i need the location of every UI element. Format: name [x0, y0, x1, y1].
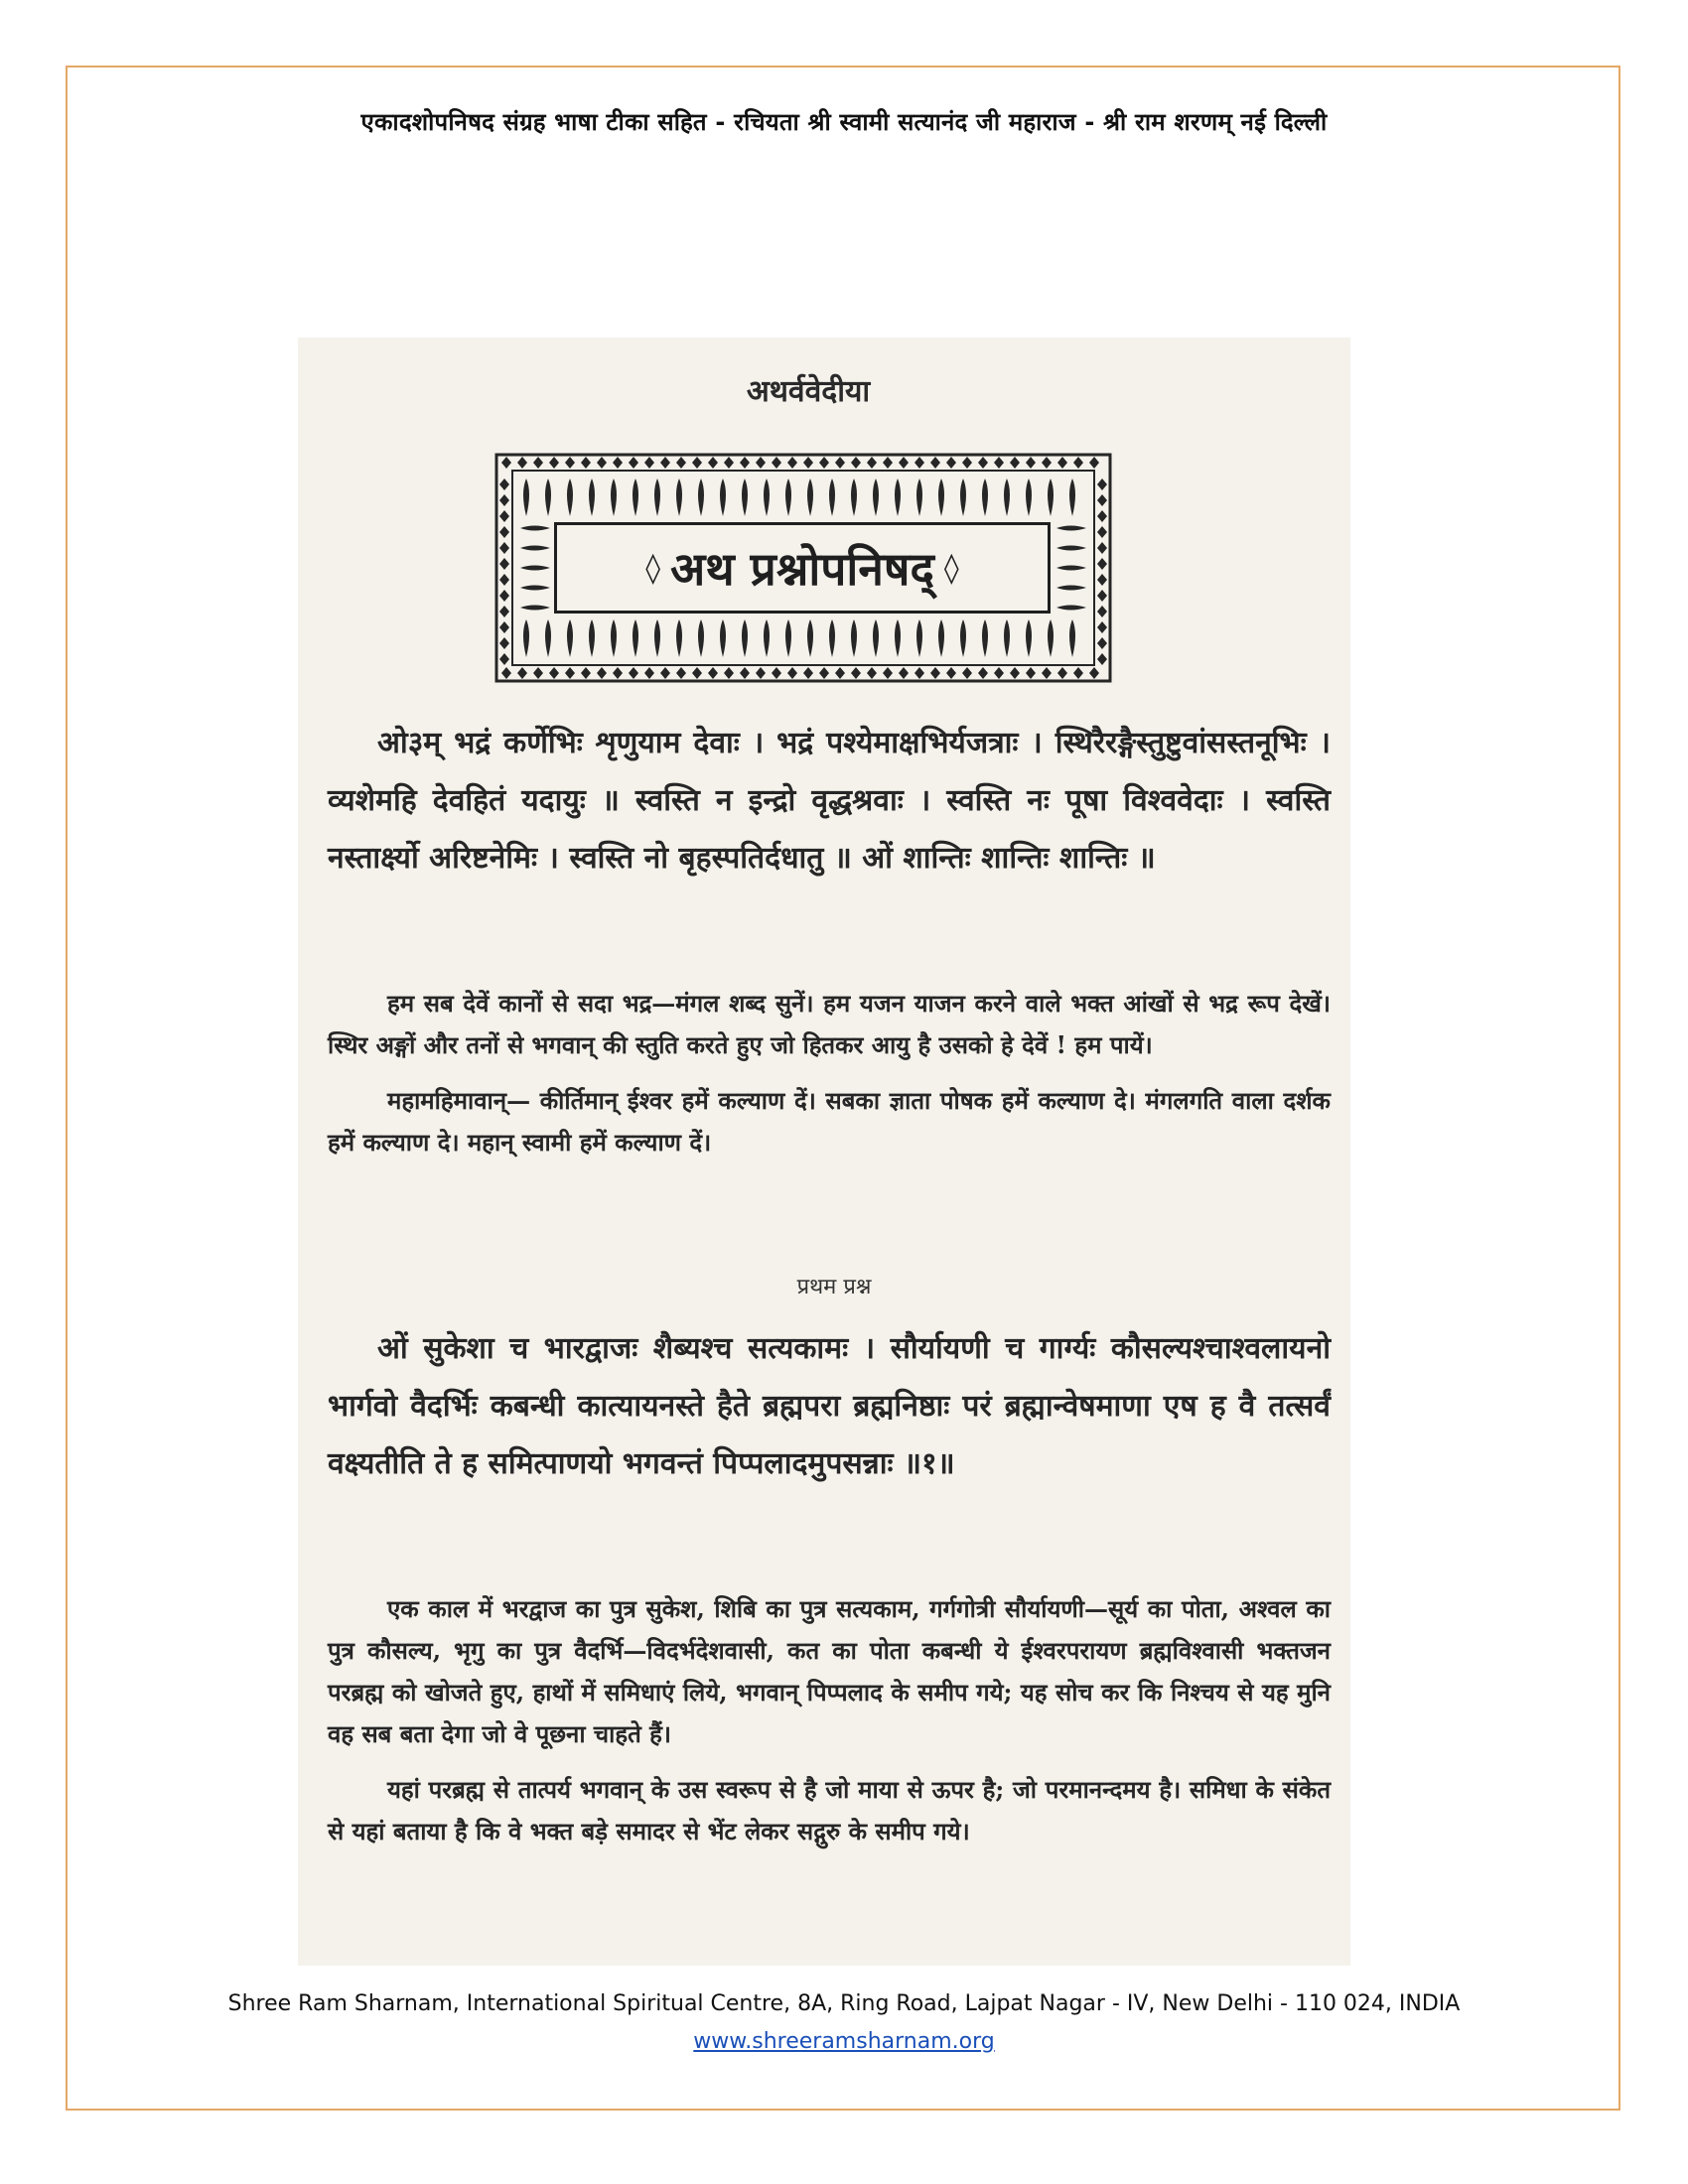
ornament-leaf-icon [807, 619, 813, 657]
ornament-motif-icon [629, 457, 638, 469]
ornament-motif-icon [1097, 478, 1107, 490]
ornament-motif-icon [708, 667, 718, 679]
ornament-leaf-icon [633, 478, 638, 516]
ornament-motif-icon [756, 667, 766, 679]
ornament-motif-icon [499, 494, 509, 506]
ornament-leaf-icon [895, 619, 901, 657]
ornament-leaf-icon [654, 478, 660, 516]
ornament-motif-icon [1097, 574, 1107, 586]
ornament-motif-icon [1026, 667, 1036, 679]
ornament-motif-icon [565, 667, 575, 679]
ornament-leaf-icon [764, 619, 770, 657]
ornament-motif-icon [1097, 621, 1107, 633]
ornament-motif-icon [629, 667, 638, 679]
ornament-leaf-icon [1026, 619, 1032, 657]
invocation-block [328, 715, 1331, 887]
ornament-motif-icon [740, 667, 750, 679]
ornament-leaf-icon [1056, 586, 1086, 591]
ornament-motif-icon [499, 558, 509, 570]
ornament-leaf-icon [785, 619, 791, 657]
ornament-leaf-icon [895, 478, 901, 516]
ornament-motif-icon [867, 667, 877, 679]
ornament-motif-icon [517, 667, 527, 679]
ornament-motif-icon [499, 574, 509, 586]
ornament-motif-icon [756, 457, 766, 469]
ornament-motif-icon [883, 667, 893, 679]
ornament-leaf-icon [829, 478, 835, 516]
ornament-leaf-icon [1056, 546, 1086, 551]
ornament-motif-icon [946, 667, 956, 679]
ornament-leaf-icon [1004, 619, 1010, 657]
ornament-motif-icon [930, 457, 940, 469]
ornament-motif-icon [1073, 667, 1083, 679]
ornament-leaf-icon [520, 586, 550, 591]
ornament-motif-icon [724, 457, 734, 469]
ornament-motif-icon [914, 457, 924, 469]
ornament-motif-icon [499, 526, 509, 538]
ornament-motif-icon [1097, 558, 1107, 570]
invocation-commentary-block [328, 983, 1331, 1163]
ornament-leaf-icon [654, 619, 660, 657]
ornament-motif-icon [787, 667, 797, 679]
veda-label: अथर्ववेदीया [746, 374, 871, 409]
ornament-motif-icon [692, 667, 702, 679]
ornament-motif-icon [581, 667, 591, 679]
ornament-motif-icon [499, 606, 509, 617]
ornament-motif-icon [867, 457, 877, 469]
title-diamond-right-icon: ◊ [943, 550, 959, 586]
ornament-leaf-icon [676, 478, 682, 516]
ornament-motif-icon [533, 457, 543, 469]
website-link[interactable]: www.shreeramsharnam.org [693, 2029, 995, 2054]
ornament-leaf-icon [698, 478, 704, 516]
ornament-motif-icon [803, 457, 813, 469]
ornament-motif-icon [1089, 457, 1099, 469]
verse-1-commentary-1: एक काल में भरद्वाज का पुत्र सुकेश, शिबि का पुत्र सत्यकाम, गर्गगोत्री सौर्यायणी—सूर्य का पोता, अश्वल का पुत्र कौसल्य, भृगु का पुत्र वैदर्भि—विदर्भदेशवासी, कत का पोता कबन्धी ये ईश्वरपरायण ब्रह्मविश्वासी भक्तजन परब्रह्म को खोजते हुए, हाथों में समिधाएं लिये, भगवान् पिप्पलाद के समीप गये; यह सोच कर कि निश्चय से यह मुनि वह सब बता देगा जो वे पूछना चाहते हैं। [328, 1594, 1331, 1748]
ornament-leaf-icon [873, 619, 879, 657]
ornament-motif-icon [930, 667, 940, 679]
ornament-leaf-icon [633, 619, 638, 657]
ornament-motif-icon [1097, 542, 1107, 554]
ornament-motif-icon [517, 457, 527, 469]
ornament-leaf-icon [589, 478, 595, 516]
page-header: एकादशोपनिषद संग्रह भाषा टीका सहित - रचियता श्री स्वामी सत्यानंद जी महाराज - श्री राम शरणम् नई दिल्ली [360, 108, 1328, 136]
ornament-motif-icon [740, 457, 750, 469]
ornament-leaf-icon [916, 478, 922, 516]
ornament-leaf-icon [720, 478, 726, 516]
ornament-leaf-icon [1048, 619, 1054, 657]
ornament-motif-icon [899, 667, 909, 679]
ornament-motif-icon [597, 457, 607, 469]
ornament-leaf-icon [1056, 606, 1086, 611]
ornament-leaf-icon [1004, 478, 1010, 516]
ornament-leaf-icon [589, 619, 595, 657]
ornament-leaf-icon [851, 478, 857, 516]
invocation-commentary-1: हम सब देवें कानों से सदा भद्र—मंगल शब्द सुनें। हम यजन याजन करने वाले भक्त आंखों से भद्र रूप देखें। स्थिर अङ्गों और तनों से भगवान् की स्तुति करते हुए जो हितकर आयु है उसको हे देवें ! हम पायें। [328, 989, 1331, 1059]
ornament-motif-icon [772, 457, 781, 469]
ornament-motif-icon [1097, 510, 1107, 522]
verse-1-commentary-block [328, 1588, 1331, 1852]
ornament-leaf-icon [916, 619, 922, 657]
ornament-motif-icon [1097, 590, 1107, 602]
ornament-motif-icon [501, 457, 511, 469]
ornament-leaf-icon [520, 606, 550, 611]
section-heading: प्रथम प्रश्न [796, 1275, 872, 1299]
ornament-motif-icon [676, 457, 686, 469]
ornament-motif-icon [851, 457, 861, 469]
ornament-motif-icon [819, 457, 829, 469]
ornament-motif-icon [499, 653, 509, 665]
ornament-motif-icon [1097, 637, 1107, 649]
ornament-leaf-icon [982, 619, 988, 657]
verse-1-commentary-2: यहां परब्रह्म से तात्पर्य भगवान् के उस स्वरूप से है जो माया से ऊपर है; जो परमानन्दमय है। समिधा के संकेत से यहां बताया है कि वे भक्त बड़े समादर से भेंट लेकर सद्गुरु के समीप गये। [328, 1775, 1331, 1845]
ornament-motif-icon [1057, 667, 1067, 679]
ornament-motif-icon [708, 457, 718, 469]
ornament-leaf-icon [545, 619, 551, 657]
ornament-leaf-icon [785, 478, 791, 516]
ornament-motif-icon [835, 457, 845, 469]
ornament-leaf-icon [523, 619, 529, 657]
ornament-motif-icon [1026, 457, 1036, 469]
ornament-motif-icon [978, 457, 988, 469]
footer-address: Shree Ram Sharnam, International Spiritual Centre, 8A, Ring Road, Lajpat Nagar - IV, New Delhi - 110 024, INDIA [227, 1991, 1461, 2016]
ornament-motif-icon [581, 457, 591, 469]
invocation-commentary-2: महामहिमावान्— कीर्तिमान् ईश्वर हमें कल्याण दें। सबका ज्ञाता पोषक हमें कल्याण दे। मंगलगति वाला दर्शक हमें कल्याण दे। महान् स्वामी हमें कल्याण दें। [328, 1086, 1331, 1157]
ornament-motif-icon [1089, 667, 1099, 679]
ornament-motif-icon [499, 542, 509, 554]
ornament-motif-icon [499, 590, 509, 602]
ornament-motif-icon [835, 667, 845, 679]
ornament-leaf-icon [742, 478, 748, 516]
ornament-leaf-icon [960, 619, 966, 657]
ornament-motif-icon [962, 457, 972, 469]
ornament-motif-icon [803, 667, 813, 679]
ornament-motif-icon [1097, 606, 1107, 617]
ornament-motif-icon [1042, 667, 1052, 679]
ornament-motif-icon [994, 667, 1004, 679]
ornament-motif-icon [1097, 494, 1107, 506]
verse-1-block [328, 1320, 1331, 1493]
ornament-motif-icon [660, 457, 670, 469]
title-diamond-left-icon: ◊ [645, 550, 661, 586]
ornament-leaf-icon [807, 478, 813, 516]
upanishad-title: अथ प्रश्नोपनिषद् [670, 542, 934, 596]
ornament-leaf-icon [938, 619, 944, 657]
ornament-motif-icon [914, 667, 924, 679]
ornament-leaf-icon [742, 619, 748, 657]
ornament-leaf-icon [520, 546, 550, 551]
ornament-motif-icon [565, 457, 575, 469]
ornament-motif-icon [772, 667, 781, 679]
ornament-motif-icon [1097, 653, 1107, 665]
ornament-leaf-icon [938, 478, 944, 516]
ornament-motif-icon [1042, 457, 1052, 469]
ornament-motif-icon [533, 667, 543, 679]
ornament-leaf-icon [676, 619, 682, 657]
ornament-leaf-icon [1056, 566, 1086, 571]
title-ornament-frame [491, 449, 1116, 687]
ornament-motif-icon [978, 667, 988, 679]
ornament-motif-icon [499, 478, 509, 490]
ornament-motif-icon [819, 667, 829, 679]
ornament-motif-icon [899, 457, 909, 469]
ornament-motif-icon [692, 457, 702, 469]
ornament-motif-icon [851, 667, 861, 679]
ornament-motif-icon [613, 457, 623, 469]
ornament-motif-icon [1057, 457, 1067, 469]
ornament-leaf-icon [545, 478, 551, 516]
ornament-leaf-icon [960, 478, 966, 516]
ornament-leaf-icon [567, 478, 573, 516]
ornament-leaf-icon [982, 478, 988, 516]
ornament-leaf-icon [1069, 619, 1075, 657]
ornament-leaf-icon [1026, 478, 1032, 516]
ornament-leaf-icon [567, 619, 573, 657]
ornament-motif-icon [644, 667, 654, 679]
ornament-motif-icon [883, 457, 893, 469]
ornament-motif-icon [962, 667, 972, 679]
ornament-motif-icon [1010, 667, 1020, 679]
ornament-motif-icon [946, 457, 956, 469]
ornament-leaf-icon [1048, 478, 1054, 516]
ornament-motif-icon [676, 667, 686, 679]
ornament-leaf-icon [698, 619, 704, 657]
ornament-motif-icon [787, 457, 797, 469]
ornament-motif-icon [501, 667, 511, 679]
title-box [554, 522, 1051, 614]
ornament-motif-icon [499, 510, 509, 522]
ornament-motif-icon [1073, 457, 1083, 469]
ornament-motif-icon [1097, 526, 1107, 538]
ornament-motif-icon [549, 667, 559, 679]
ornament-leaf-icon [873, 478, 879, 516]
invocation-verse: ओ३म् भद्रं कर्णेभिः शृणुयाम देवाः । भद्रं पश्येमाक्षभिर्यजत्राः । स्थिरैरङ्गैस्तुष्टुवांसस्तनूभिः । व्यशेमहि देवहितं यदायुः ॥ स्वस्ति न इन्द्रो वृद्धश्रवाः । स्वस्ति नः पूषा विश्ववेदाः । स्वस्ति नस्तार्क्ष्यो अरिष्टनेमिः । स्वस्ति नो बृहस्पतिर्दधातु ॥ ओं शान्तिः शान्तिः शान्तिः ॥ [328, 726, 1331, 876]
ornament-motif-icon [724, 667, 734, 679]
ornament-motif-icon [613, 667, 623, 679]
ornament-leaf-icon [851, 619, 857, 657]
ornament-motif-icon [597, 667, 607, 679]
ornament-motif-icon [994, 457, 1004, 469]
ornament-leaf-icon [1069, 478, 1075, 516]
ornament-motif-icon [1010, 457, 1020, 469]
verse-1: ओं सुकेशा च भारद्वाजः शैब्यश्च सत्यकामः । सौर्यायणी च गार्ग्यः कौसल्यश्चाश्वलायनो भार्गवो वैदर्भिः कबन्धी कात्यायनस्ते हैते ब्रह्मपरा ब्रह्मनिष्ठाः परं ब्रह्मान्वेषमाणा एष ह वै तत्सर्वं वक्ष्यतीति ते ह समित्पाणयो भगवन्तं पिप्पलादमुपसन्नाः ॥१॥ [328, 1331, 1331, 1481]
ornament-motif-icon [660, 667, 670, 679]
ornament-motif-icon [499, 621, 509, 633]
ornament-motif-icon [549, 457, 559, 469]
ornament-motif-icon [499, 637, 509, 649]
ornament-leaf-icon [611, 619, 617, 657]
ornament-leaf-icon [1056, 526, 1086, 531]
ornament-leaf-icon [611, 478, 617, 516]
ornament-leaf-icon [764, 478, 770, 516]
ornament-leaf-icon [720, 619, 726, 657]
ornament-motif-icon [644, 457, 654, 469]
ornament-leaf-icon [829, 619, 835, 657]
ornament-leaf-icon [523, 478, 529, 516]
ornament-leaf-icon [520, 526, 550, 531]
ornament-leaf-icon [520, 566, 550, 571]
